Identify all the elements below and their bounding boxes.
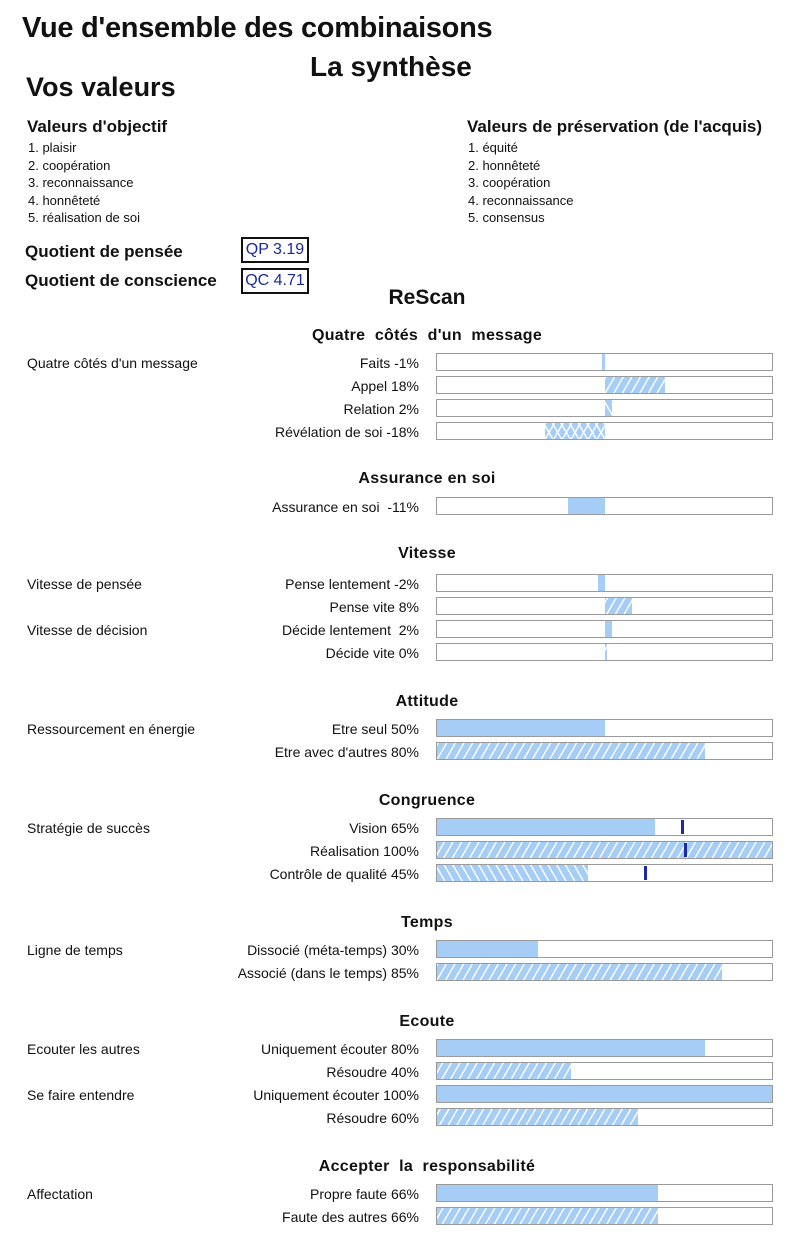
list-item: 5. consensus bbox=[468, 210, 545, 225]
row-label: Décide lentement 2% bbox=[282, 622, 419, 638]
list-item: 5. réalisation de soi bbox=[28, 210, 141, 225]
score-bar-fill bbox=[598, 575, 605, 591]
section-title: Assurance en soi bbox=[358, 470, 496, 487]
list-item: 1. équité bbox=[468, 140, 518, 155]
score-bar bbox=[436, 574, 773, 592]
score-bar bbox=[436, 597, 773, 615]
row-label: Propre faute 66% bbox=[310, 1186, 419, 1202]
score-bar-fill bbox=[437, 1109, 638, 1125]
score-bar bbox=[436, 422, 773, 440]
score-bar-fill bbox=[605, 621, 612, 637]
row-label: Faits -1% bbox=[359, 355, 419, 371]
score-bar bbox=[436, 1108, 773, 1126]
score-bar-fill bbox=[605, 644, 607, 660]
preservation-values-list bbox=[468, 139, 574, 227]
awareness-quotient-label: Quotient de conscience bbox=[25, 271, 217, 290]
row-label: Relation 2% bbox=[343, 401, 419, 417]
values-title: Vos valeurs bbox=[26, 72, 176, 102]
score-bar-fill bbox=[437, 1040, 705, 1056]
section-title: Ecoute bbox=[399, 1013, 455, 1030]
score-bar bbox=[436, 719, 773, 737]
score-bar-fill bbox=[568, 498, 605, 514]
target-marker bbox=[684, 843, 687, 857]
row-label: Pense lentement -2% bbox=[285, 576, 419, 592]
score-bar-fill bbox=[437, 941, 538, 957]
score-bar bbox=[436, 742, 773, 760]
rescan-title: ReScan bbox=[388, 286, 466, 309]
score-bar bbox=[436, 818, 773, 836]
score-bar bbox=[436, 940, 773, 958]
row-label: Résoudre 60% bbox=[326, 1110, 419, 1126]
row-group-label: Ecouter les autres bbox=[27, 1041, 140, 1057]
score-bar bbox=[436, 1184, 773, 1202]
row-group-label: Ligne de temps bbox=[27, 942, 123, 958]
row-label: Décide vite 0% bbox=[325, 645, 419, 661]
row-group-label: Vitesse de décision bbox=[27, 622, 148, 638]
section-title: Temps bbox=[401, 914, 453, 931]
objective-values-list bbox=[28, 139, 140, 227]
section-title: Quatre côtés d'un message bbox=[311, 327, 543, 344]
score-bar bbox=[436, 864, 773, 882]
list-item: 4. reconnaissance bbox=[468, 192, 574, 208]
row-group-label: Affectation bbox=[27, 1186, 93, 1202]
synthesis-subtitle: La synthèse bbox=[310, 51, 472, 82]
target-marker bbox=[681, 820, 684, 834]
score-bar bbox=[436, 1085, 773, 1103]
score-bar bbox=[436, 963, 773, 981]
row-label: Vision 65% bbox=[349, 820, 419, 836]
list-item: 3. coopération bbox=[468, 175, 551, 190]
row-group-label: Vitesse de pensée bbox=[27, 576, 142, 592]
score-bar-fill bbox=[437, 720, 605, 736]
score-bar bbox=[436, 376, 773, 394]
row-label: Assurance en soi -11% bbox=[272, 499, 419, 515]
row-label: Associé (dans le temps) 85% bbox=[237, 965, 419, 981]
score-bar bbox=[436, 620, 773, 638]
target-marker bbox=[644, 866, 647, 880]
row-label: Uniquement écouter 100% bbox=[253, 1087, 419, 1103]
score-bar-fill bbox=[437, 1185, 658, 1201]
awareness-quotient-value: QC 4.71 bbox=[241, 268, 309, 294]
score-bar bbox=[436, 1039, 773, 1057]
objective-values-heading: Valeurs d'objectif bbox=[27, 117, 168, 136]
score-bar-fill bbox=[602, 354, 605, 370]
row-label: Pense vite 8% bbox=[329, 599, 419, 615]
row-label: Résoudre 40% bbox=[326, 1064, 419, 1080]
overview-title: Vue d'ensemble des combinaisons bbox=[22, 12, 493, 44]
score-bar-fill bbox=[437, 1063, 571, 1079]
score-bar-fill bbox=[437, 842, 772, 858]
list-item: 2. coopération bbox=[28, 157, 111, 173]
row-label: Appel 18% bbox=[351, 378, 419, 394]
row-label: Contrôle de qualité 45% bbox=[269, 866, 419, 882]
row-label: Uniquement écouter 80% bbox=[261, 1041, 419, 1057]
row-label: Dissocié (méta-temps) 30% bbox=[247, 942, 419, 958]
score-bar bbox=[436, 841, 773, 859]
row-group-label: Ressourcement en énergie bbox=[27, 721, 196, 737]
score-bar bbox=[436, 1207, 773, 1225]
preservation-values-heading: Valeurs de préservation (de l'acquis) bbox=[467, 117, 763, 136]
score-bar-fill bbox=[437, 819, 655, 835]
score-bar bbox=[436, 399, 773, 417]
list-item: 1. plaisir bbox=[28, 140, 77, 155]
score-bar-fill bbox=[437, 1208, 658, 1224]
row-label: Révélation de soi -18% bbox=[275, 424, 419, 440]
row-group-label: Se faire entendre bbox=[27, 1087, 135, 1103]
score-bar-fill bbox=[605, 377, 665, 393]
thinking-quotient-value: QP 3.19 bbox=[241, 237, 309, 263]
score-bar bbox=[436, 1062, 773, 1080]
row-label: Réalisation 100% bbox=[310, 843, 419, 859]
section-title: Congruence bbox=[378, 792, 476, 809]
section-title: Accepter la responsabilité bbox=[318, 1158, 536, 1175]
score-bar-fill bbox=[437, 865, 588, 881]
row-group-label: Stratégie de succès bbox=[27, 820, 150, 836]
score-bar bbox=[436, 497, 773, 515]
list-item: 2. honnêteté bbox=[468, 157, 541, 173]
row-label: Etre seul 50% bbox=[331, 721, 419, 737]
score-bar-fill bbox=[605, 598, 632, 614]
row-label: Faute des autres 66% bbox=[282, 1209, 419, 1225]
score-bar-fill bbox=[437, 743, 705, 759]
section-title: Attitude bbox=[395, 693, 459, 710]
score-bar-fill bbox=[437, 964, 722, 980]
score-bar-fill bbox=[605, 400, 612, 416]
row-group-label: Quatre côtés d'un message bbox=[27, 355, 198, 371]
score-bar bbox=[436, 643, 773, 661]
section-title: Vitesse bbox=[398, 545, 456, 562]
row-label: Etre avec d'autres 80% bbox=[274, 744, 419, 760]
score-bar bbox=[436, 353, 773, 371]
list-item: 3. reconnaissance bbox=[28, 175, 134, 190]
score-bar-fill bbox=[437, 1086, 772, 1102]
thinking-quotient-label: Quotient de pensée bbox=[25, 242, 183, 261]
score-bar-fill bbox=[545, 423, 605, 439]
list-item: 4. honnêteté bbox=[28, 192, 101, 208]
